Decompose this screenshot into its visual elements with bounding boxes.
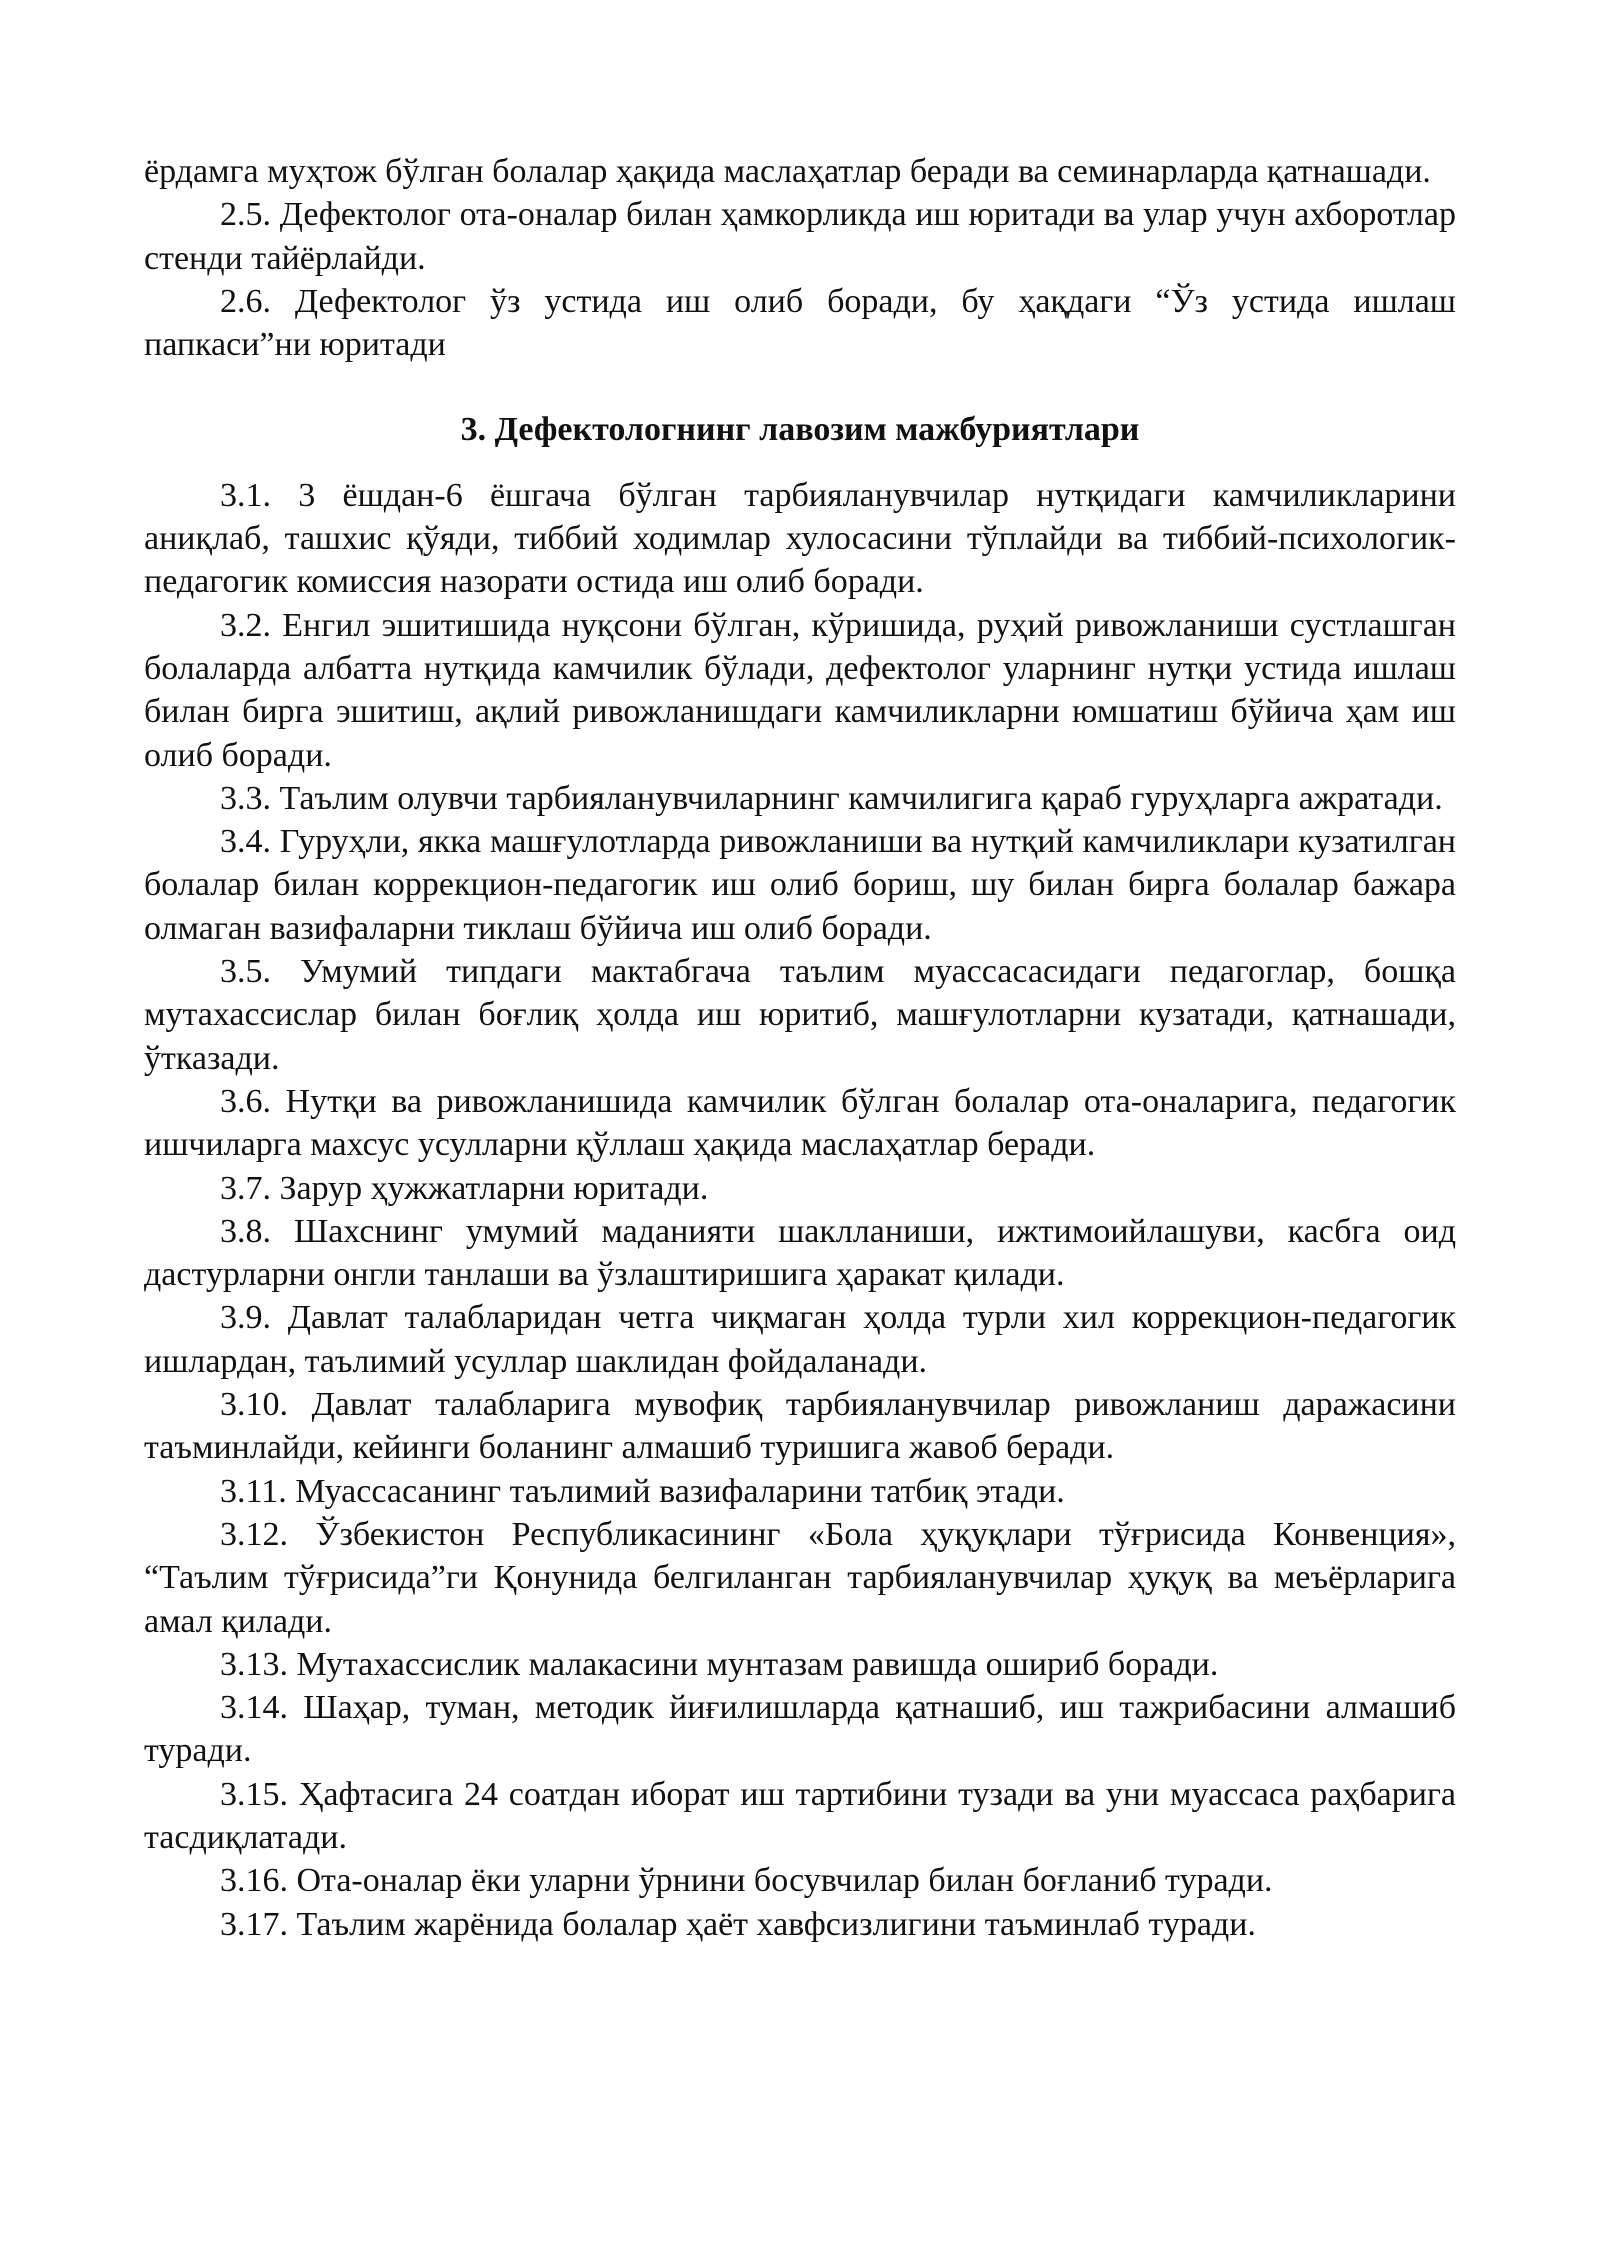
paragraph-3-2: 3.2. Енгил эшитишида нуқсони бўлган, кўришида, руҳий ривожланиши сустлашган болаларда албатта нутқида камчилик бўлади, дефектолог уларнинг нутқи устида ишлаш билан бирга эшитиш, ақлий ривожланишдаги камчиликларни юмшатиш бўйича ҳам иш олиб боради.: [144, 606, 1456, 774]
section-3-heading: 3. Дефектологнинг лавозим мажбуриятлари: [460, 411, 1140, 449]
paragraph-3-8: 3.8. Шахснинг умумий маданияти шаклланиши, ижтимоийлашуви, касбга оид дастурларни онгли танлаши ва ўзлаштиришига ҳаракат қилади.: [144, 1212, 1456, 1294]
paragraph-3-7: 3.7. Зарур ҳужжатларни юритади.: [220, 1169, 709, 1207]
paragraph-3-14: 3.14. Шаҳар, туман, методик йиғилишларда қатнашиб, иш тажрибасини алмашиб туради.: [144, 1689, 1456, 1770]
paragraph-3-1: 3.1. 3 ёшдан-6 ёшгача бўлган тарбияланувчилар нутқидаги камчиликларини аниқлаб, ташхис қўяди, тиббий ходимлар хулосасини тўплайди ва тиббий-психологик-педагогик комиссия назорати остида иш олиб боради.: [144, 476, 1456, 601]
paragraph-3-5: 3.5. Умумий типдаги мактабгача таълим муассасасидаги педагоглар, бошқа мутахассислар билан боғлиқ ҳолда иш юритиб, машғулотларни кузатади, қатнашади, ўтказади.: [144, 953, 1456, 1077]
paragraph-3-6: 3.6. Нутқи ва ривожланишида камчилик бўлган болалар ота-оналарига, педагогик ишчиларга махсус усулларни қўллаш ҳақида маслаҳатлар беради.: [144, 1082, 1456, 1164]
paragraph-3-11: 3.11. Муассасанинг таълимий вазифаларини татбиқ этади.: [220, 1472, 1065, 1510]
intro-paragraph: ёрдамга муҳтож бўлган болалар ҳақида маслаҳатлар беради ва семинарларда қатнашади.: [144, 153, 1431, 190]
paragraph-3-16: 3.16. Ота-оналар ёки уларни ўрнини босувчилар билан боғланиб туради.: [220, 1862, 1273, 1900]
paragraph-2-5: 2.5. Дефектолог ота-оналар билан ҳамкорликда иш юритади ва улар учун ахборотлар стенди тайёрлайди.: [144, 196, 1456, 277]
document-page: [144, 150, 1456, 1946]
paragraph-3-12: 3.12. Ўзбекистон Республикасининг «Бола ҳуқуқлари тўғрисида Конвенция», “Таълим тўғрисида”ги Қонунида белгиланган тарбияланувчилар ҳуқуқ ва меъёрларига амал қилади.: [144, 1515, 1456, 1640]
paragraph-2-6: 2.6. Дефектолог ўз устида иш олиб боради, бу ҳақдаги “Ўз устида ишлаш папкаси”ни юритади: [144, 282, 1456, 364]
paragraph-3-10: 3.10. Давлат талабларига мувофиқ тарбияланувчилар ривожланиш даражасини таъминлайди, кейинги боланинг алмашиб туришига жавоб беради.: [144, 1386, 1456, 1467]
paragraph-3-13: 3.13. Мутахассислик малакасини мунтазам равишда ошириб боради.: [220, 1645, 1219, 1683]
paragraph-3-9: 3.9. Давлат талабларидан четга чиқмаган ҳолда турли хил коррекцион-педагогик ишлардан, таълимий усуллар шаклидан фойдаланади.: [144, 1299, 1456, 1380]
paragraph-3-15: 3.15. Ҳафтасига 24 соатдан иборат иш тартибини тузади ва уни муассаса раҳбарига тасдиқлатади.: [144, 1775, 1456, 1856]
paragraph-3-4: 3.4. Гуруҳли, якка машғулотларда ривожланиши ва нутқий камчиликлари кузатилган болалар билан коррекцион-педагогик иш олиб бориш, шу билан бирга болалар бажара олмаган вазифаларни тиклаш бўйича иш олиб боради.: [144, 823, 1456, 947]
paragraph-3-17: 3.17. Таълим жарёнида болалар ҳаёт хавфсизлигини таъминлаб туради.: [220, 1905, 1256, 1943]
paragraph-3-3: 3.3. Таълим олувчи тарбияланувчиларнинг камчилигига қараб гуруҳларга ажратади.: [220, 779, 1443, 817]
